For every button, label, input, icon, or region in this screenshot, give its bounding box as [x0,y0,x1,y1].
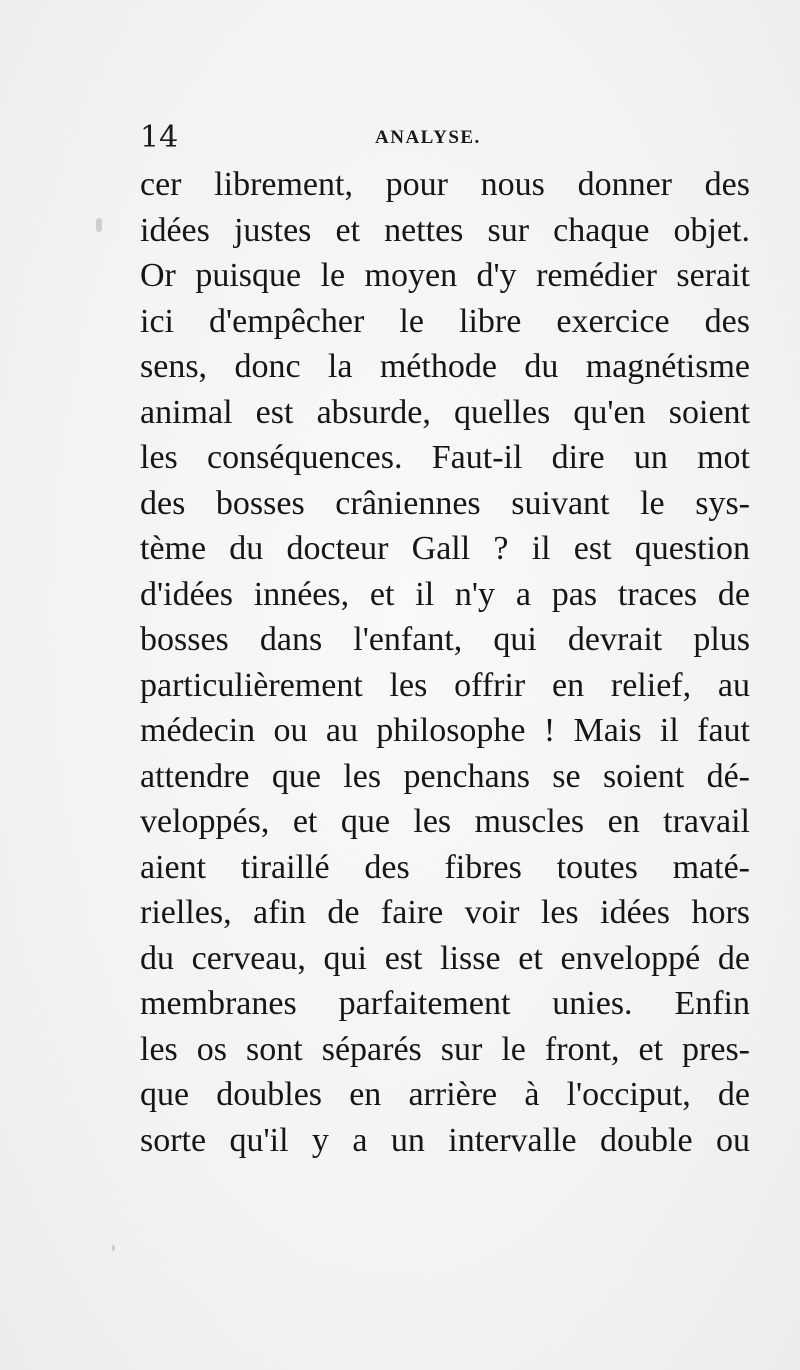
text-line: Or puisque le moyen d'y remédier serait [140,257,750,294]
text-line: sorte qu'il y a un intervalle double ou [140,1121,750,1159]
text-line: tème du docteur Gall ? il est question [140,530,750,567]
text-line: animal est absurde, quelles qu'en soient [140,393,750,431]
text-line: sens, donc la méthode du magnétisme [140,348,750,385]
text-line: aient tiraillé des fibres toutes maté- [140,848,750,886]
text-line: rielles, afin de faire voir les idées hors [140,894,750,931]
text-line: particulièrement les offrir en relief, au [140,666,750,704]
margin-speck [112,1245,115,1251]
page-number: 14 [140,120,179,155]
text-line: d'idées innées, et il n'y a pas traces de [140,575,750,613]
body-text [140,162,750,1163]
text-line: idées justes et nettes sur chaque objet. [140,211,750,249]
text-line: des bosses crâniennes suivant le sys- [140,484,750,522]
text-line: les conséquences. Faut-il dire un mot [140,439,750,476]
page-header [0,118,800,158]
text-line: bosses dans l'enfant, qui devrait plus [140,621,750,658]
text-line: veloppés, et que les muscles en travail [140,803,750,840]
text-line: cer librement, pour nous donner des [140,166,750,203]
running-head: ANALYSE. [375,127,481,148]
text-line: les os sont séparés sur le front, et pres- [140,1030,750,1068]
text-line: attendre que les penchans se soient dé- [140,757,750,795]
text-line: du cerveau, qui est lisse et enveloppé de [140,939,750,977]
text-line: médecin ou au philosophe ! Mais il faut [140,712,750,749]
margin-speck [96,218,102,232]
text-line: ici d'empêcher le libre exercice des [140,302,750,340]
text-line: membranes parfaitement unies. Enfin [140,985,750,1022]
text-line: que doubles en arrière à l'occiput, de [140,1076,750,1113]
